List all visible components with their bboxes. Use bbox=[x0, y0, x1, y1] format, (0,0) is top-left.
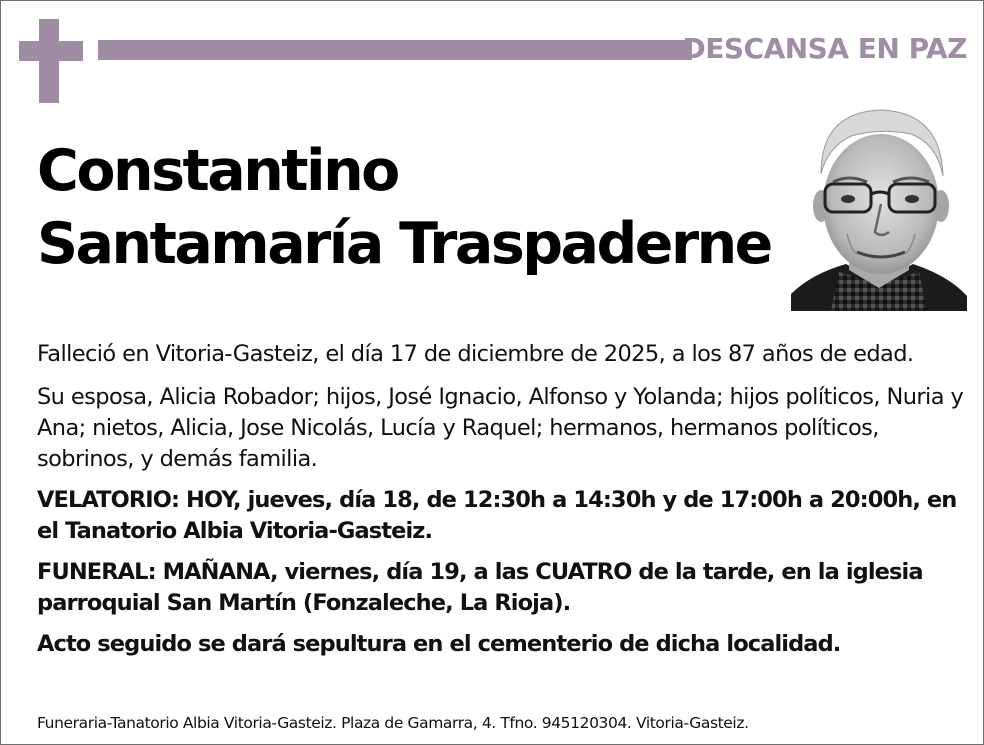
deceased-first-name: Constantino bbox=[37, 138, 398, 204]
header-label: DESCANSA EN PAZ bbox=[682, 32, 967, 65]
funeral-home-footer: Funeraria-Tanatorio Albia Vitoria-Gasteiz. Plaza de Gamarra, 4. Tfno. 945120304. Vitoria-Gasteiz. bbox=[37, 714, 749, 732]
wake-text: VELATORIO: HOY, jueves, día 18, de 12:30h a 14:30h y de 17:00h a 20:00h, en el Tanatorio Albia Vitoria-Gasteiz. bbox=[37, 487, 957, 544]
deceased-name bbox=[37, 135, 771, 281]
funeral-text: FUNERAL: MAÑANA, viernes, día 19, a las CUATRO de la tarde, en la iglesia parroquial San Martín (Fonzaleche, La Rioja). bbox=[37, 559, 923, 616]
deceased-surnames: Santamaría Traspaderne bbox=[37, 211, 771, 277]
family-text: Su esposa, Alicia Robador; hijos, José Ignacio, Alfonso y Yolanda; hijos políticos, Nuria y Ana; nietos, Alicia, Jose Nicolás, Lucía y Raquel; hermanos, hermanos políticos, sobrinos, y demás familia. bbox=[37, 384, 964, 472]
portrait-photo bbox=[791, 104, 967, 311]
cross-icon bbox=[19, 19, 83, 103]
header-bar bbox=[98, 40, 692, 60]
death-notice-text: Falleció en Vitoria-Gasteiz, el día 17 de diciembre de 2025, a los 87 años de edad. bbox=[37, 341, 914, 367]
notice-body bbox=[37, 339, 967, 672]
burial-text: Acto seguido se dará sepultura en el cementerio de dicha localidad. bbox=[37, 631, 841, 657]
